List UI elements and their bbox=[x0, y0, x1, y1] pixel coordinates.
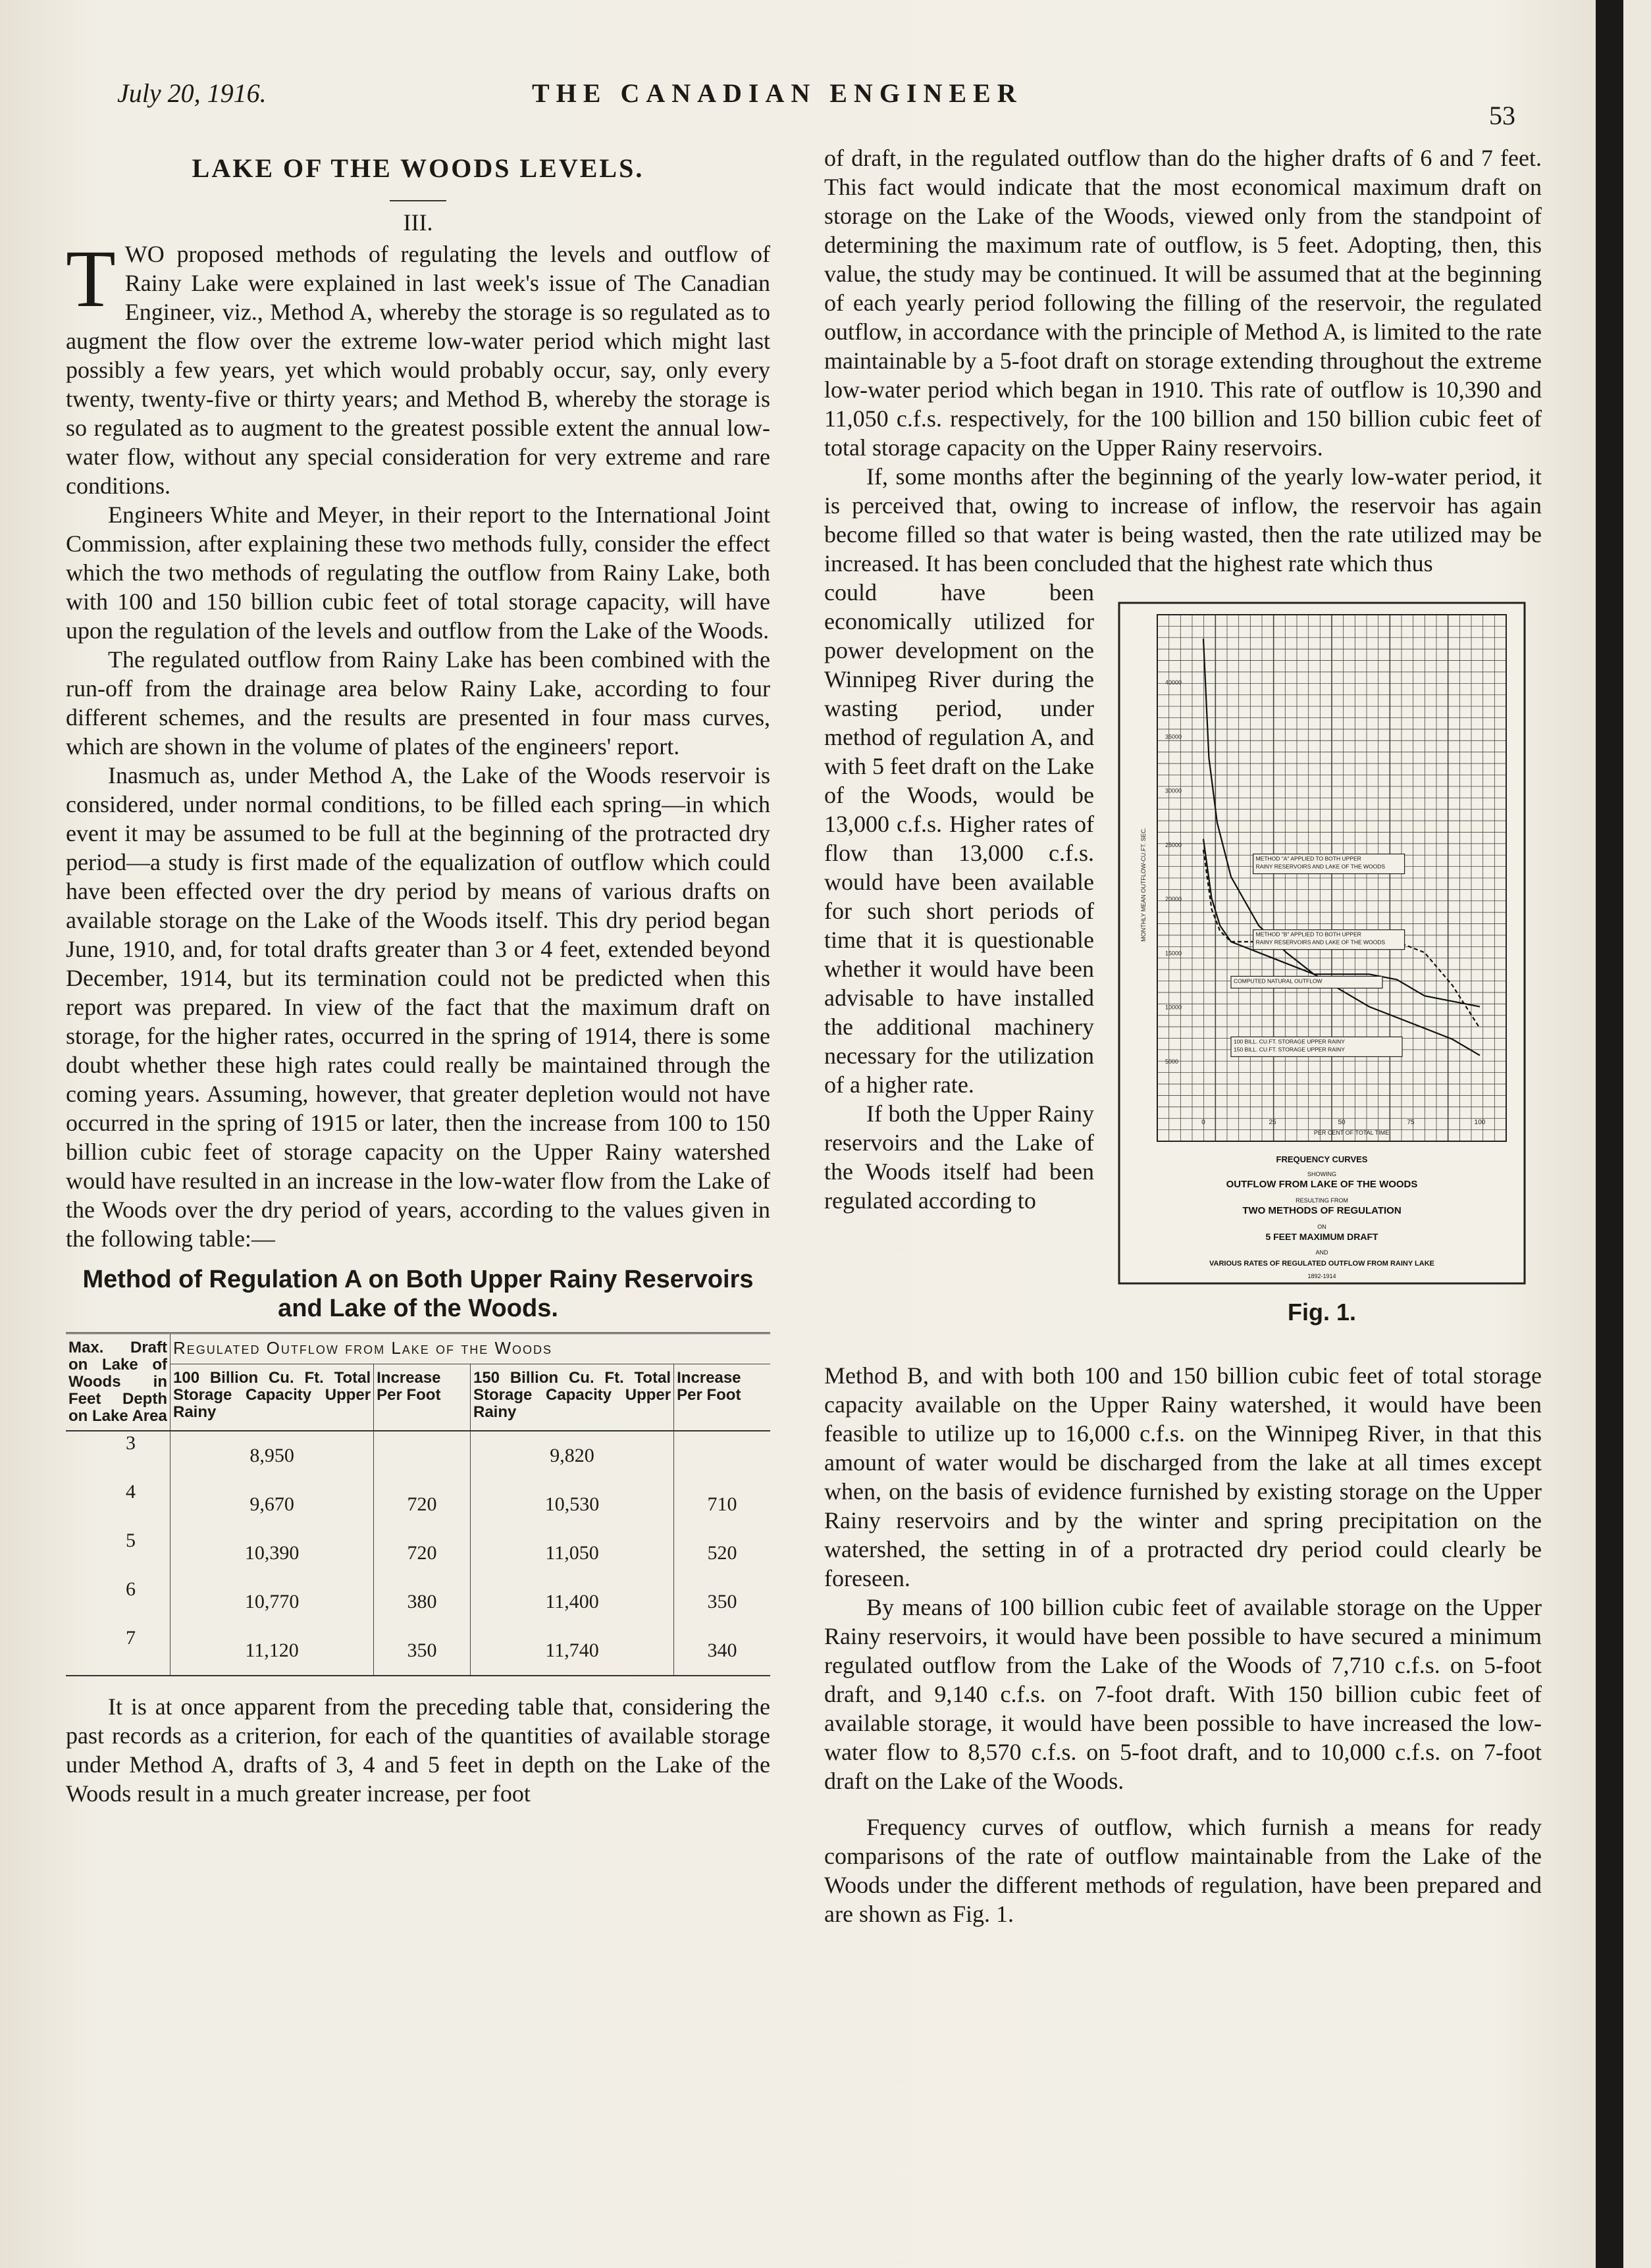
cell-100: 11,120 bbox=[170, 1626, 374, 1676]
table-row bbox=[66, 1626, 770, 1676]
figure-caption-line: TWO METHODS OF REGULATION bbox=[1242, 1205, 1402, 1216]
drop-cap: T bbox=[66, 234, 116, 324]
annotation-label: 100 BILL. CU.FT. STORAGE UPPER RAINY bbox=[1234, 1038, 1345, 1045]
x-tick-label: 75 bbox=[1407, 1119, 1415, 1126]
y-tick-label: 35000 bbox=[1165, 733, 1182, 740]
left-column bbox=[66, 143, 770, 1808]
cell-100: 8,950 bbox=[170, 1431, 374, 1480]
table-row bbox=[66, 1529, 770, 1578]
right-column bbox=[824, 143, 1542, 1928]
paragraph-5: It is at once apparent from the preceding table that, considering the past records as a criterion, for each of the quantities of available storage under Method A, drafts of 3, 4 and 5 feet in depth on the Lake of the Woods result in a much greater increase, per foot bbox=[66, 1693, 770, 1807]
right-paragraph-4: By means of 100 billion cubic feet of available storage on the Upper Rainy reservoirs, it would have been possible to have secured a minimum regulated outflow from the Lake of the Woods of 7,710 c.f.s. on 5-foot draft, and 9,140 c.f.s. on 7-foot draft. With 150 billion cubic feet of available storage, it would have been possible to have increased the low-water flow to 8,570 c.f.s. on 5-foot draft, and to 10,000 c.f.s. on 7-foot draft on the Lake of the Woods. bbox=[824, 1594, 1542, 1794]
header-150: 150 Billion Cu. Ft. Total Storage Capacity Upper Rainy bbox=[470, 1364, 673, 1431]
right-paragraph-2: If, some months after the beginning of the yearly low-water period, it is perceived that, owing to increase of inflow, the reservoir has again become filled so that water is being wasted, then the rate utilized may be increased. It has been concluded that the highest rate which thus bbox=[824, 463, 1542, 577]
issue-date: July 20, 1916. bbox=[117, 78, 267, 108]
y-tick-label: 20000 bbox=[1165, 896, 1182, 903]
annotation-label: METHOD "B" APPLIED TO BOTH UPPER bbox=[1255, 931, 1361, 938]
annotation-label: COMPUTED NATURAL OUTFLOW bbox=[1234, 977, 1323, 985]
x-tick-label: 100 bbox=[1474, 1119, 1486, 1126]
figure-caption-line: VARIOUS RATES OF REGULATED OUTFLOW FROM RAINY LAKE bbox=[1209, 1260, 1435, 1268]
cell-increase-2: 350 bbox=[674, 1578, 770, 1626]
paragraph-2: Engineers White and Meyer, in their report to the International Joint Commission, after explaining these two methods fully, consider the effect which the two methods of regulating the outflow from Rainy Lake, both with 100 and 150 billion cubic feet of total storage capacity, will have upon the regulation of the levels and outflow from the Lake of the Woods. bbox=[66, 502, 770, 644]
cell-increase-1: 380 bbox=[374, 1578, 471, 1626]
cell-increase-2: 520 bbox=[674, 1529, 770, 1578]
table-caption: Method of Regulation A on Both Upper Rainy Reservoirs and Lake of the Woods. bbox=[82, 1266, 754, 1322]
right-paragraph-3: Method B, and with both 100 and 150 billion cubic feet of total storage capacity available on the Upper Rainy watershed, it would have been feasible to utilize up to 16,000 c.f.s. on the Winnipeg River, in that this amount of water would be discharged from the lake at all times except when, on the basis of evidence furnished by existing storage on the Upper Rainy reservoirs and by the winter and spring precipitation on the watershed, the setting in of a protracted dry period could clearly be foreseen. bbox=[824, 1362, 1542, 1591]
figure-zone bbox=[824, 578, 1542, 1361]
figure-1 bbox=[1118, 602, 1526, 1326]
paragraph-1 bbox=[66, 234, 770, 500]
table-row bbox=[66, 1578, 770, 1626]
cell-100: 9,670 bbox=[170, 1480, 374, 1529]
cell-depth: 4 bbox=[126, 1481, 136, 1503]
cell-depth: 6 bbox=[126, 1578, 136, 1600]
figure-caption-line: SHOWING bbox=[1307, 1171, 1336, 1177]
header-increase-1: Increase Per Foot bbox=[374, 1364, 471, 1431]
paragraph-3: The regulated outflow from Rainy Lake has been combined with the run-off from the drainage area below Rainy Lake, according to four different schemes, and the results are presented in four mass curves, which are shown in the volume of plates of the engineers' report. bbox=[66, 646, 770, 760]
cell-increase-2: 710 bbox=[674, 1480, 770, 1529]
right-paragraph-5: Frequency curves of outflow, which furnish a means for ready comparisons of the rate of outflow maintainable from the Lake of the Woods under the different methods of regulation, have been prepared and are shown as Fig. 1. bbox=[824, 1814, 1542, 1927]
cell-depth: 3 bbox=[126, 1432, 136, 1454]
y-axis-label: MONTHLY MEAN OUTFLOW-CU.FT. SEC. bbox=[1140, 827, 1147, 942]
cell-increase-1: 350 bbox=[374, 1626, 471, 1676]
header-increase-2: Increase Per Foot bbox=[674, 1364, 770, 1431]
y-tick-label: 5000 bbox=[1165, 1058, 1179, 1065]
annotation-label: 150 BILL. CU.FT. STORAGE UPPER RAINY bbox=[1234, 1046, 1345, 1053]
cell-increase-1: 720 bbox=[374, 1480, 471, 1529]
header-group: Regulated Outflow from Lake of the Woods bbox=[170, 1333, 771, 1364]
right-paragraph-1: of draft, in the regulated outflow than do the higher drafts of 6 and 7 feet. This fact would indicate that the most economical maximum draft on storage on the Lake of the Woods, viewed only from the standpoint of determining the maximum rate of outflow, is 5 feet. Adopting, then, this value, the study may be continued. It will be assumed that at the beginning of each yearly period following the filling of the reservoir, the regulated outflow, in accordance with the principle of Method A, is limited to the rate maintainable by a 5-foot draft on storage extending throughout the extreme low-water period which began in 1910. This rate of outflow is 10,390 and 11,050 c.f.s. respectively, for the 100 billion and 150 billion cubic feet of total storage capacity on the Upper Rainy reservoirs. bbox=[824, 145, 1542, 461]
annotation-label: RAINY RESERVOIRS AND LAKE OF THE WOODS bbox=[1255, 939, 1386, 946]
x-axis-label: PER CENT OF TOTAL TIME bbox=[1313, 1129, 1390, 1136]
article-title: LAKE OF THE WOODS LEVELS. bbox=[192, 153, 644, 183]
outflow-table bbox=[66, 1332, 770, 1676]
cell-150: 9,820 bbox=[470, 1431, 673, 1480]
table-row bbox=[66, 1431, 770, 1480]
x-tick-label: 50 bbox=[1338, 1119, 1346, 1126]
cell-150: 11,050 bbox=[470, 1529, 673, 1578]
annotation-label: RAINY RESERVOIRS AND LAKE OF THE WOODS bbox=[1255, 863, 1386, 870]
table-row bbox=[66, 1480, 770, 1529]
cell-100: 10,390 bbox=[170, 1529, 374, 1578]
cell-increase-1 bbox=[374, 1431, 471, 1480]
masthead: THE CANADIAN ENGINEER bbox=[532, 78, 1023, 108]
y-tick-label: 10000 bbox=[1165, 1004, 1182, 1011]
cell-150: 10,530 bbox=[470, 1480, 673, 1529]
y-tick-label: 25000 bbox=[1165, 841, 1182, 848]
cell-increase-1: 720 bbox=[374, 1529, 471, 1578]
paragraph-1-text: WO proposed methods of regulating the levels and outflow of Rainy Lake were explained in last week's issue of The Canadian Engineer, viz., Method A, whereby the storage is so regulated as to augment the flow over the extreme low-water period which might last possibly a few years, yet which would probably occur, say, only every twenty, twenty-five or thirty years; and Method B, whereby the storage is so regulated as to augment to the greatest possible extent the annual low-water flow, without any special consideration for very extreme and rare conditions. bbox=[66, 241, 770, 499]
header-depth: Max. Draft on Lake of Woods in Feet Depth on Lake Area bbox=[66, 1333, 170, 1431]
paragraph-4: Inasmuch as, under Method A, the Lake of the Woods reservoir is considered, under normal conditions, to be filled each spring—in which event it may be assumed to be full at the beginning of the protracted dry period—a study is first made of the equalization of outflow which could have been effected over the dry period by means of various drafts on available storage on the Lake of the Woods itself. This dry period began June, 1910, and, for total drafts greater than 3 or 4 feet, extended beyond December, 1914, but its termination could not be predicted when this report was prepared. In view of the fact that the maximum draft on storage, for the higher rates, occurred in the spring of 1914, there is some doubt whether these high rates could really be maintained through the coming years. Assuming, however, that greater depletion would not have occurred in the spring of 1915 or later, then the increase from 100 to 150 billion cubic feet of storage capacity on the Upper Rainy watershed would have resulted in an increase in the low-water flow from the Lake of the Woods over the dry period of years, according to the values given in the following table:— bbox=[66, 762, 770, 1252]
cell-increase-2 bbox=[674, 1431, 770, 1480]
y-tick-label: 40000 bbox=[1165, 679, 1182, 686]
page-number: 53 bbox=[1489, 101, 1515, 130]
cell-100: 10,770 bbox=[170, 1578, 374, 1626]
right-paragraph-3-start: If both the Upper Rainy reservoirs and the Lake of the Woods itself had been regulated according to bbox=[824, 1100, 1094, 1214]
cell-150: 11,740 bbox=[470, 1626, 673, 1676]
figure-caption-line: AND bbox=[1315, 1249, 1328, 1256]
figure-label: Fig. 1. bbox=[1287, 1299, 1356, 1326]
y-tick-label: 15000 bbox=[1165, 950, 1182, 957]
figure-caption-line: RESULTING FROM bbox=[1296, 1197, 1348, 1204]
scan-edge bbox=[1596, 0, 1623, 2268]
cell-150: 11,400 bbox=[470, 1578, 673, 1626]
figure-caption-line: 5 FEET MAXIMUM DRAFT bbox=[1265, 1231, 1378, 1242]
header-100: 100 Billion Cu. Ft. Total Storage Capacity Upper Rainy bbox=[170, 1364, 374, 1431]
annotation-label: METHOD "A" APPLIED TO BOTH UPPER bbox=[1255, 855, 1361, 862]
right-paragraph-2-cont: could have been economically utilized for power development on the Winnipeg River during the wasting period, under method of regulation A, and with 5 feet draft on the Lake of the Woods, would be 13,000 c.f.s. Higher rates of flow than 13,000 c.f.s. would have been available for such short periods of time that it is questionable whether it would have been advisable to have installed the additional machinery necessary for the utilization of a higher rate. bbox=[824, 579, 1094, 1098]
cell-depth: 5 bbox=[126, 1530, 136, 1551]
figure-caption-line: 1892-1914 bbox=[1307, 1273, 1336, 1279]
cell-increase-2: 340 bbox=[674, 1626, 770, 1676]
x-tick-label: 25 bbox=[1269, 1119, 1276, 1126]
x-tick-label: 0 bbox=[1201, 1119, 1205, 1126]
figure-caption-line: ON bbox=[1317, 1224, 1326, 1230]
article-part: III. bbox=[403, 209, 433, 236]
frequency-curve-chart bbox=[1118, 602, 1526, 1286]
figure-caption-line: FREQUENCY CURVES bbox=[1276, 1154, 1368, 1164]
narrow-text bbox=[824, 578, 1094, 1215]
cell-depth: 7 bbox=[126, 1627, 136, 1649]
figure-caption-line: OUTFLOW FROM LAKE OF THE WOODS bbox=[1226, 1179, 1418, 1190]
title-rule bbox=[390, 200, 446, 201]
y-tick-label: 30000 bbox=[1165, 787, 1182, 794]
